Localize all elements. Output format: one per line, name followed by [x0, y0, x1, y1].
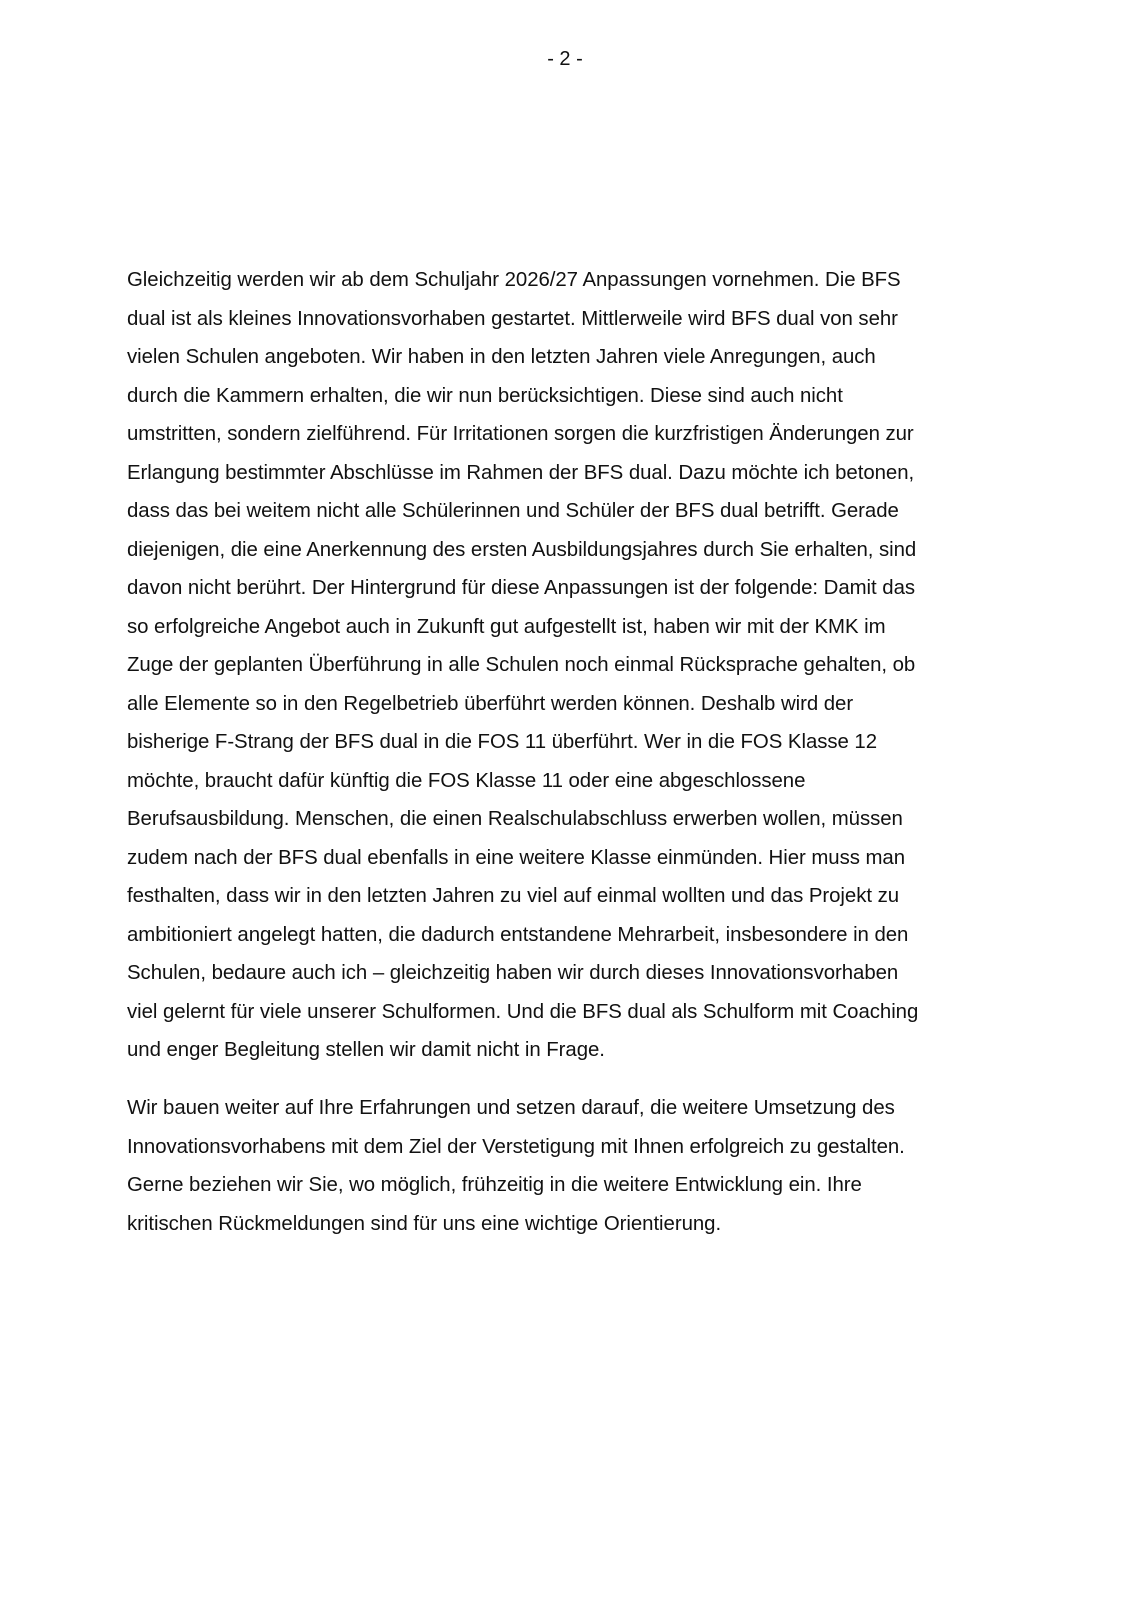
text-line: vielen Schulen angeboten. Wir haben in den letzten Jahren viele Anregungen, auch: [127, 346, 876, 368]
text-line: alle Elemente so in den Regelbetrieb überführt werden können. Deshalb wird der: [127, 692, 854, 715]
text-line: Berufsausbildung. Menschen, die einen Realschulabschluss erwerben wollen, müssen: [127, 808, 903, 830]
text-line: Erlangung bestimmter Abschlüsse im Rahmen der BFS dual. Dazu möchte ich betonen,: [127, 461, 915, 484]
text-line: viel gelernt für viele unserer Schulformen. Und die BFS dual als Schulform mit Coaching: [127, 1000, 919, 1023]
text-line: Zuge der geplanten Überführung in alle Schulen noch einmal Rücksprache gehalten, ob: [127, 654, 916, 676]
text-line: möchte, braucht dafür künftig die FOS Klasse 11 oder eine abgeschlossene: [127, 769, 806, 792]
text-line: ambitioniert angelegt hatten, die dadurch entstandene Mehrarbeit, insbesondere in den: [127, 923, 909, 946]
paragraph-2: [127, 1092, 1027, 1246]
text-line: dass das bei weitem nicht alle Schülerinnen und Schüler der BFS dual betrifft. Gerade: [127, 500, 899, 522]
text-line: Schulen, bedaure auch ich – gleichzeitig haben wir durch dieses Innovationsvorhaben: [127, 962, 899, 984]
text-line: so erfolgreiche Angebot auch in Zukunft gut aufgestellt ist, haben wir mit der KMK im: [127, 615, 886, 638]
paragraph-1: [127, 264, 1027, 1073]
text-line: Innovationsvorhabens mit dem Ziel der Verstetigung mit Ihnen erfolgreich zu gestalten.: [127, 1135, 905, 1158]
text-line: zudem nach der BFS dual ebenfalls in eine weitere Klasse einmünden. Hier muss man: [127, 846, 906, 869]
text-line: Gerne beziehen wir Sie, wo möglich, frühzeitig in die weitere Entwicklung ein. Ihre: [127, 1174, 862, 1196]
text-line: umstritten, sondern zielführend. Für Irritationen sorgen die kurzfristigen Änderungen zur: [127, 423, 914, 445]
text-line: diejenigen, die eine Anerkennung des ersten Ausbildungsjahres durch Sie erhalten, sind: [127, 538, 917, 561]
text-line: und enger Begleitung stellen wir damit nicht in Frage.: [127, 1039, 605, 1061]
text-line: davon nicht berührt. Der Hintergrund für diese Anpassungen ist der folgende: Damit das: [127, 577, 915, 599]
text-line: Wir bauen weiter auf Ihre Erfahrungen und setzen darauf, die weitere Umsetzung des: [127, 1097, 895, 1119]
text-line: Gleichzeitig werden wir ab dem Schuljahr 2026/27 Anpassungen vornehmen. Die BFS: [127, 269, 901, 291]
text-line: kritischen Rückmeldungen sind für uns eine wichtige Orientierung.: [127, 1212, 722, 1235]
text-line: durch die Kammern erhalten, die wir nun berücksichtigen. Diese sind auch nicht: [127, 384, 843, 407]
text-line: festhalten, dass wir in den letzten Jahren zu viel auf einmal wollten und das Projekt zu: [127, 885, 900, 907]
text-line: bisherige F-Strang der BFS dual in die FOS 11 überführt. Wer in die FOS Klasse 12: [127, 731, 878, 753]
text-line: dual ist als kleines Innovationsvorhaben gestartet. Mittlerweile wird BFS dual von sehr: [127, 307, 898, 330]
page-number: - 2 -: [547, 48, 583, 70]
